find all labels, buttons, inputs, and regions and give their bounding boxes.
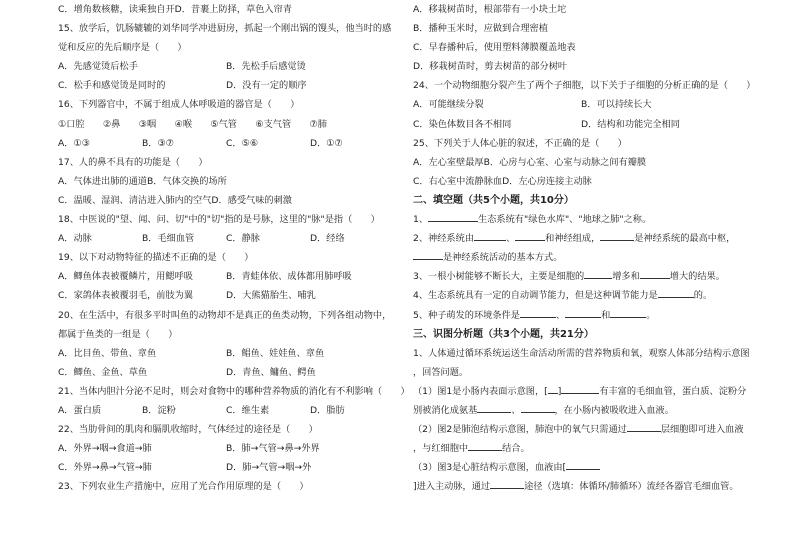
q17-options-ab: A．气体进出肺的通道B．气体交换的场所 xyxy=(58,175,227,187)
analysis-1-part1: （1）图1是小肠内表面示意图，[ ] 有丰富的毛细血管，蛋白质、淀粉分 xyxy=(413,382,749,401)
q21-stem: 21、当体内胆汁分泌不足时，则会对食物中的哪种营养物质的消化有不利影响（ ） xyxy=(58,385,410,397)
q25-options-cd: C．右心室中流静脉血D．左心房连接主动脉 xyxy=(413,175,592,187)
blank xyxy=(566,459,600,470)
q15-stem: 15、放学后，饥肠辘辘的刘华同学冲进厨房，抓起一个刚出锅的馒头，他当时的感 xyxy=(58,23,392,35)
blank xyxy=(520,307,556,318)
analysis-1-part1-cont: 别被消化成氨基 、 ，在小肠内被吸收进入血液。 xyxy=(413,401,749,420)
blank xyxy=(428,211,478,222)
blank xyxy=(477,402,511,413)
q17-stem: 17、人的鼻不具有的功能是（ ） xyxy=(58,156,208,168)
q19-options-ab: A．鲫鱼体表被覆鳞片，用鳃呼吸 B．青蛙体依、成体都用肺呼吸 xyxy=(58,271,352,283)
analysis-1-stem-cont: ，回答问题。 xyxy=(413,366,469,378)
blank xyxy=(627,421,661,432)
section-diagram-analysis-title: 三、识图分析题（共3个小题，共21分） xyxy=(413,328,594,340)
fill-4: 4、生态系统具有一定的自动调节能力，但是这种调节能力是 的。 xyxy=(413,286,749,305)
q17-options-cd: C．温暖、湿润、清洁进入肺内的空气D．感受气味的刺激 xyxy=(58,194,292,206)
blank xyxy=(474,230,506,241)
q18-options: A．动脉 B．毛细血管 C．静脉 D．经络 xyxy=(58,233,345,245)
fill-2: 2、神经系统由 、 和神经组成， 是神经系统的最高中枢， xyxy=(413,229,749,248)
fill-1: 1、 生态系统有"绿色水库"、"地球之肺"之称。 xyxy=(413,210,749,229)
blank xyxy=(658,287,694,298)
blank xyxy=(610,307,646,318)
blank xyxy=(548,383,558,394)
q19-options-cd: C．家鸽体表被覆羽毛，前肢为翼 D．大熊猫胎生、哺乳 xyxy=(58,290,316,302)
analysis-1-part2: （2）图2是肺泡结构示意图，肺泡中的氧气只需通过 层细胞即可进入血液 xyxy=(413,420,749,439)
blank xyxy=(468,440,502,451)
blank xyxy=(561,383,599,394)
q25-stem: 25、下列关于人体心脏的叙述，不正确的是（ ） xyxy=(413,137,627,149)
fill-3: 3、一根小树能够不断长大，主要是细胞的 增多和 增大的结果。 xyxy=(413,267,749,286)
analysis-1-part3: （3）图3是心脏结构示意图，血液由[ xyxy=(413,458,749,477)
q15-options-ab: A．先感觉烫后松手 B．先松手后感觉烫 xyxy=(58,61,306,73)
q21-options: A．蛋白质 B．淀粉 C．维生素 D．脂肪 xyxy=(58,404,345,416)
q23-option-d: D．移栽树苗时，剪去树苗的部分树叶 xyxy=(413,61,568,73)
q19-stem: 19、以下对动物特征的描述不正确的是（ ） xyxy=(58,252,254,264)
blank xyxy=(413,249,443,260)
q24-options-cd: C．染色体数目各不相同 D．结构和功能完全相同 xyxy=(413,118,680,130)
analysis-1-part3-cont: ]进入主动脉，通过 途径（选填：体循环/肺循环）流经各器官毛细血管。 xyxy=(413,477,749,496)
analysis-1-part2-cont: ，与红细胞中 结合。 xyxy=(413,439,749,458)
blank xyxy=(490,478,524,489)
q14-option-cd: C．增角数核糖，读乘独自开D．昔裹上防择，草色入帘青 xyxy=(58,4,292,15)
q25-options-ab: A．左心室壁最厚B．心房与心室、心室与动脉之间有瓣膜 xyxy=(413,156,647,168)
right-column xyxy=(413,0,756,496)
blank xyxy=(565,307,601,318)
blank xyxy=(600,230,634,241)
q20-stem-cont: 都属于鱼类的一组是（ ） xyxy=(58,328,178,340)
blank xyxy=(521,402,555,413)
q23-stem: 23、下列农业生产措施中，应用了光合作用原理的是（ ） xyxy=(58,481,309,493)
q15-stem-cont: 觉和反应的先后顺序是（ ） xyxy=(58,42,187,54)
q16-stem: 16、下列器官中，不属于组成人体呼吸道的器官是（ ） xyxy=(58,99,300,111)
q23-option-a: A．移栽树苗时，根部带有一小块土坨 xyxy=(413,4,567,15)
q23-option-c: C．早春播种后，使用塑料薄膜覆盖地表 xyxy=(413,42,576,54)
q20-options-ab: A．比目鱼、带鱼、章鱼 B．鲳鱼、娃娃鱼、章鱼 xyxy=(58,347,325,359)
q22-options-ab: A．外界→咽→食道→肺 B．肺→气管→鼻→外界 xyxy=(58,443,320,455)
blank xyxy=(640,268,670,279)
fill-5: 5、种子萌发的环境条件是 、 和 。 xyxy=(413,306,749,325)
q16-options: A．①③ B．③⑦ C．⑤⑥ D．①⑦ xyxy=(58,137,343,149)
q16-items: ①口腔 ②鼻 ③咽 ④喉 ⑤气管 ⑥支气管 ⑦肺 xyxy=(58,118,327,130)
q20-stem: 20、在生活中，有很多平时叫鱼的动物却不是真正的鱼类动物，下列各组动物中， xyxy=(58,309,392,321)
blank xyxy=(584,268,612,279)
analysis-1-stem: 1、人体通过循环系统运送生命活动所需的营养物质和氧，观察人体部分结构示意图 xyxy=(413,347,750,359)
left-column xyxy=(58,0,410,496)
blank xyxy=(515,230,545,241)
q20-options-cd: C．鲫鱼、金鱼、草鱼 D．青鱼、鳙鱼、鳄鱼 xyxy=(58,366,316,378)
section-fill-blank-title: 二、填空题（共5个小题，共10分） xyxy=(413,194,574,206)
q18-stem: 18、中医说的"望、闻、问、切"中的"切"指的是号脉，这里的"脉"是指（ ） xyxy=(58,214,380,226)
q22-stem: 22、当肋骨间的肌肉和膈肌收缩时，气体经过的途径是（ ） xyxy=(58,424,318,436)
q24-stem: 24、一个动物细胞分裂产生了两个子细胞，以下关于子细胞的分析正确的是（ ） xyxy=(413,80,756,92)
q24-options-ab: A．可能继续分裂 B．可以持续长大 xyxy=(413,99,652,111)
q22-options-cd: C．外界→鼻→气管→肺 D．肺→气管→咽→外 xyxy=(58,462,312,474)
q15-options-cd: C．松手和感觉烫是同时的 D．没有一定的顺序 xyxy=(58,80,307,92)
q23-option-b: B．播种玉米时，应做到合理密植 xyxy=(413,23,548,35)
fill-2-cont: 是神经系统活动的基本方式。 xyxy=(413,248,749,267)
